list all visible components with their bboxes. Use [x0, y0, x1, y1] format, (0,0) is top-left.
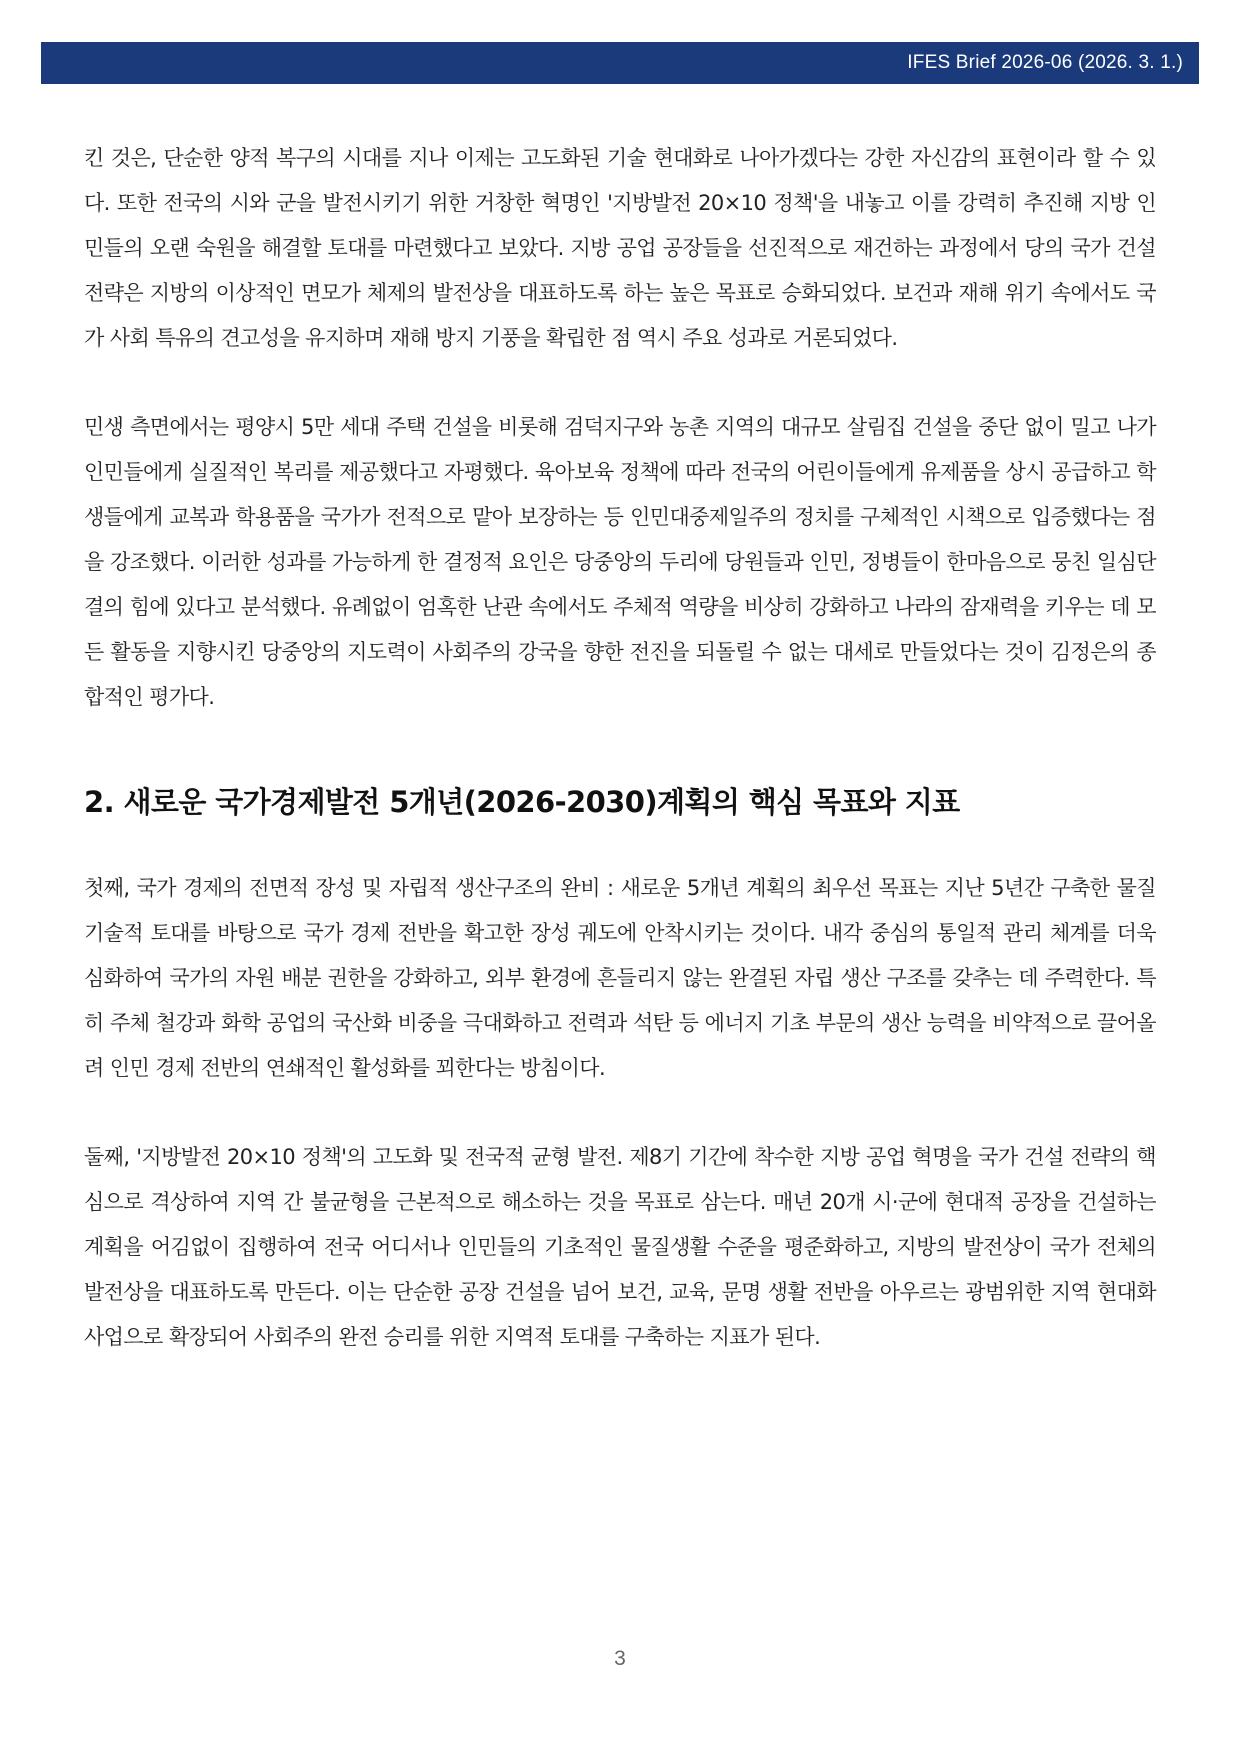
section-gap	[84, 720, 1156, 782]
body-paragraph: 둘째, '지방발전 20×10 정책'의 고도화 및 전국적 균형 발전. 제8기 기간에 착수한 지방 공업 혁명을 국가 건설 전략의 핵심으로 격상하여 지역 간 불균형을 근본적으로 해소하는 것을 목표로 삼는다. 매년 20개 시·군에 현대적 공장을 건설하는 계획을 어김없이 집행하여 전국 어디서나 인민들의 기초적인 물질생활 수준을 평준화하고, 지방의 발전상이 국가 전체의 발전상을 대표하도록 만든다. 이는 단순한 공장 건설을 넘어 보건, 교육, 문명 생활 전반을 아우르는 광범위한 지역 현대화 사업으로 확장되어 사회주의 완전 승리를 위한 지역적 토대를 구축하는 지표가 된다.	[84, 1145, 1156, 1349]
body-paragraph: 킨 것은, 단순한 양적 복구의 시대를 지나 이제는 고도화된 기술 현대화로 나아가겠다는 강한 자신감의 표현이라 할 수 있다. 또한 전국의 시와 군을 발전시키기 위한 거창한 혁명인 '지방발전 20×10 정책'을 내놓고 이를 강력히 추진해 지방 인민들의 오랜 숙원을 해결할 토대를 마련했다고 보았다. 지방 공업 공장들을 선진적으로 재건하는 과정에서 당의 국가 건설 전략은 지방의 이상적인 면모가 체제의 발전상을 대표하도록 하는 높은 목표로 승화되었다. 보건과 재해 위기 속에서도 국가 사회 특유의 견고성을 유지하며 재해 방지 기풍을 확립한 점 역시 주요 성과로 거론되었다.	[84, 146, 1156, 350]
heading-gap	[84, 822, 1156, 866]
body-paragraph: 첫째, 국가 경제의 전면적 장성 및 자립적 생산구조의 완비 : 새로운 5개년 계획의 최우선 목표는 지난 5년간 구축한 물질기술적 토대를 바탕으로 국가 경제 전반을 확고한 장성 궤도에 안착시키는 것이다. 내각 중심의 통일적 관리 체계를 더욱 심화하여 국가의 자원 배분 권한을 강화하고, 외부 환경에 흔들리지 않는 완결된 자립 생산 구조를 갖추는 데 주력한다. 특히 주체 철강과 화학 공업의 국산화 비중을 극대화하고 전력과 석탄 등 에너지 기초 부문의 생산 능력을 비약적으로 끌어올려 인민 경제 전반의 연쇄적인 활성화를 꾀한다는 방침이다.	[84, 876, 1156, 1080]
body-paragraph: 민생 측면에서는 평양시 5만 세대 주택 건설을 비롯해 검덕지구와 농촌 지역의 대규모 살림집 건설을 중단 없이 밀고 나가 인민들에게 실질적인 복리를 제공했다고 자평했다. 육아보육 정책에 따라 전국의 어린이들에게 유제품을 상시 공급하고 학생들에게 교복과 학용품을 국가가 전적으로 맡아 보장하는 등 인민대중제일주의 정치를 구체적인 시책으로 입증했다는 점을 강조했다. 이러한 성과를 가능하게 한 결정적 요인은 당중앙의 두리에 당원들과 인민, 정병들이 한마음으로 뭉친 일심단결의 힘에 있다고 분석했다. 유례없이 엄혹한 난관 속에서도 주체적 역량을 비상히 강화하고 나라의 잠재력을 키우는 데 모든 활동을 지향시킨 당중앙의 지도력이 사회주의 강국을 향한 전진을 되돌릴 수 없는 대세로 만들었다는 것이 김정은의 종합적인 평가다.	[84, 415, 1156, 709]
page-number: 3	[614, 1647, 626, 1670]
paragraph-gap	[84, 361, 1156, 405]
header-title: IFES Brief 2026-06 (2026. 3. 1.)	[907, 52, 1183, 73]
page-content	[84, 136, 1156, 1360]
section-heading: 2. 새로운 국가경제발전 5개년(2026-2030)계획의 핵심 목표와 지표	[84, 785, 960, 819]
header-bar	[41, 42, 1199, 84]
paragraph-gap	[84, 1091, 1156, 1135]
